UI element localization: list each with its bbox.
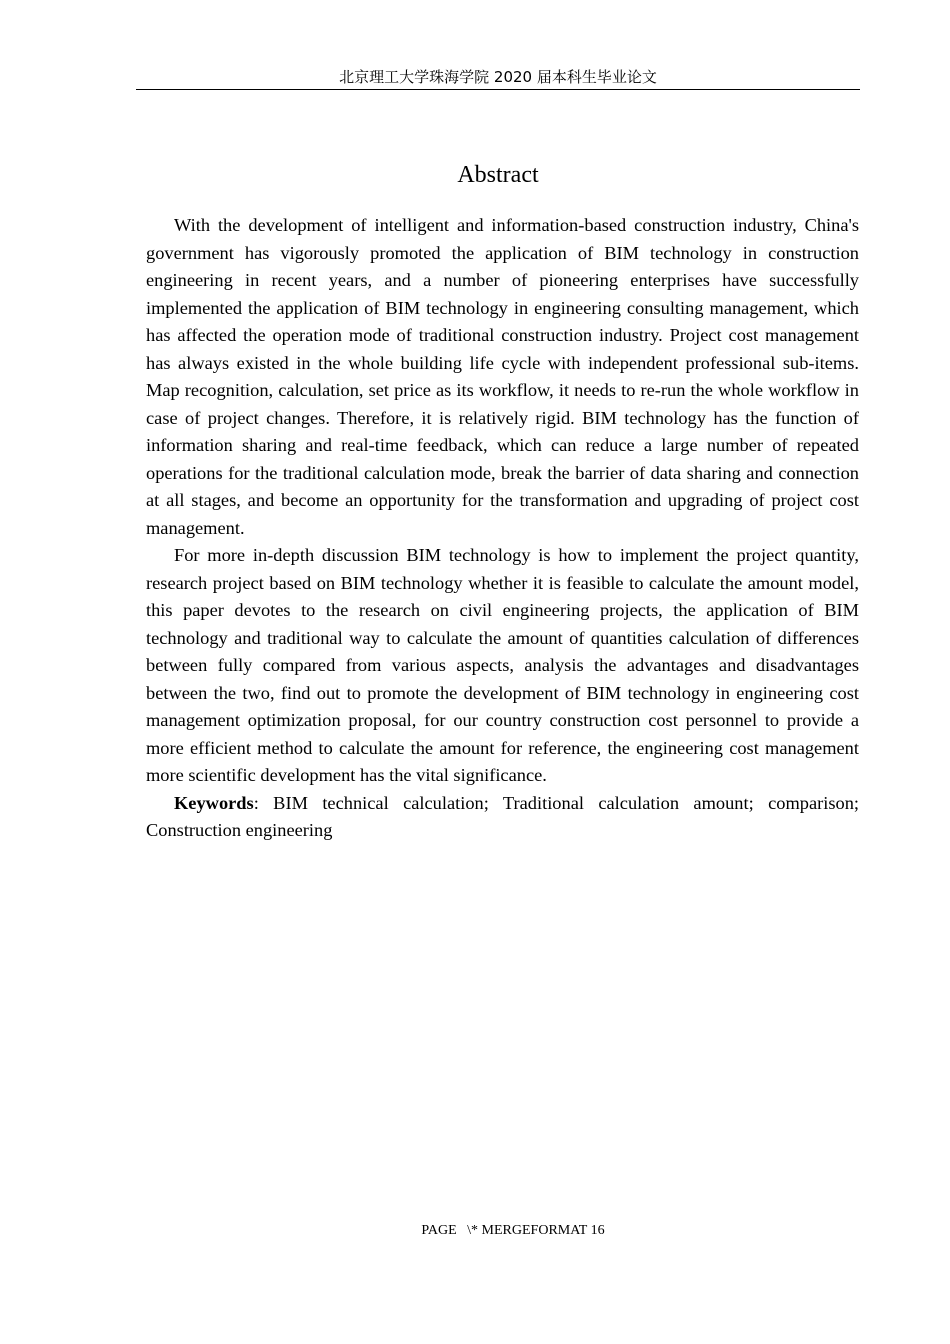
keywords-text: : BIM technical calculation; Traditional calculation amount; comparison; Construction engineering [146, 792, 859, 840]
keywords-label: Keywords [174, 792, 254, 813]
abstract-title: Abstract [457, 162, 539, 188]
abstract-paragraph-1: With the development of intelligent and information-based construction industry, China's government has vigorously promoted the application of BIM technology in construction engineering in recent years, and a number of pioneering enterprises have successfully implemented the application of BIM technology in engineering consulting management, which has affected the operation mode of traditional construction industry. Project cost management has always existed in the whole building life cycle with independent professional sub-items. Map recognition, calculation, set price as its workflow, it needs to re-run the whole workflow in case of project changes. Therefore, it is relatively rigid. BIM technology has the function of information sharing and real-time feedback, which can reduce a large number of repeated operations for the traditional calculation mode, break the barrier of data sharing and connection at all stages, and become an opportunity for the transformation and upgrading of project cost management. [146, 215, 859, 538]
abstract-paragraph-2: For more in-depth discussion BIM technology is how to implement the project quantity, research project based on BIM technology whether it is feasible to calculate the amount model, this paper devotes to the research on civil engineering projects, the application of BIM technology and traditional way to calculate the amount of quantities calculation of differences between fully compared from various aspects, analysis the advantages and disadvantages between the two, find out to promote the development of BIM technology in engineering cost management optimization proposal, for our country construction cost personnel to provide a more efficient method to calculate the amount for reference, the engineering cost management more scientific development has the vital significance. [146, 545, 859, 785]
header-text: 北京理工大学珠海学院 2020 届本科生毕业论文 [339, 68, 657, 86]
keywords-paragraph [146, 790, 859, 845]
abstract-body [146, 212, 859, 845]
page-footer: PAGE \* MERGEFORMAT 16 [421, 1223, 605, 1238]
running-header [136, 66, 860, 90]
